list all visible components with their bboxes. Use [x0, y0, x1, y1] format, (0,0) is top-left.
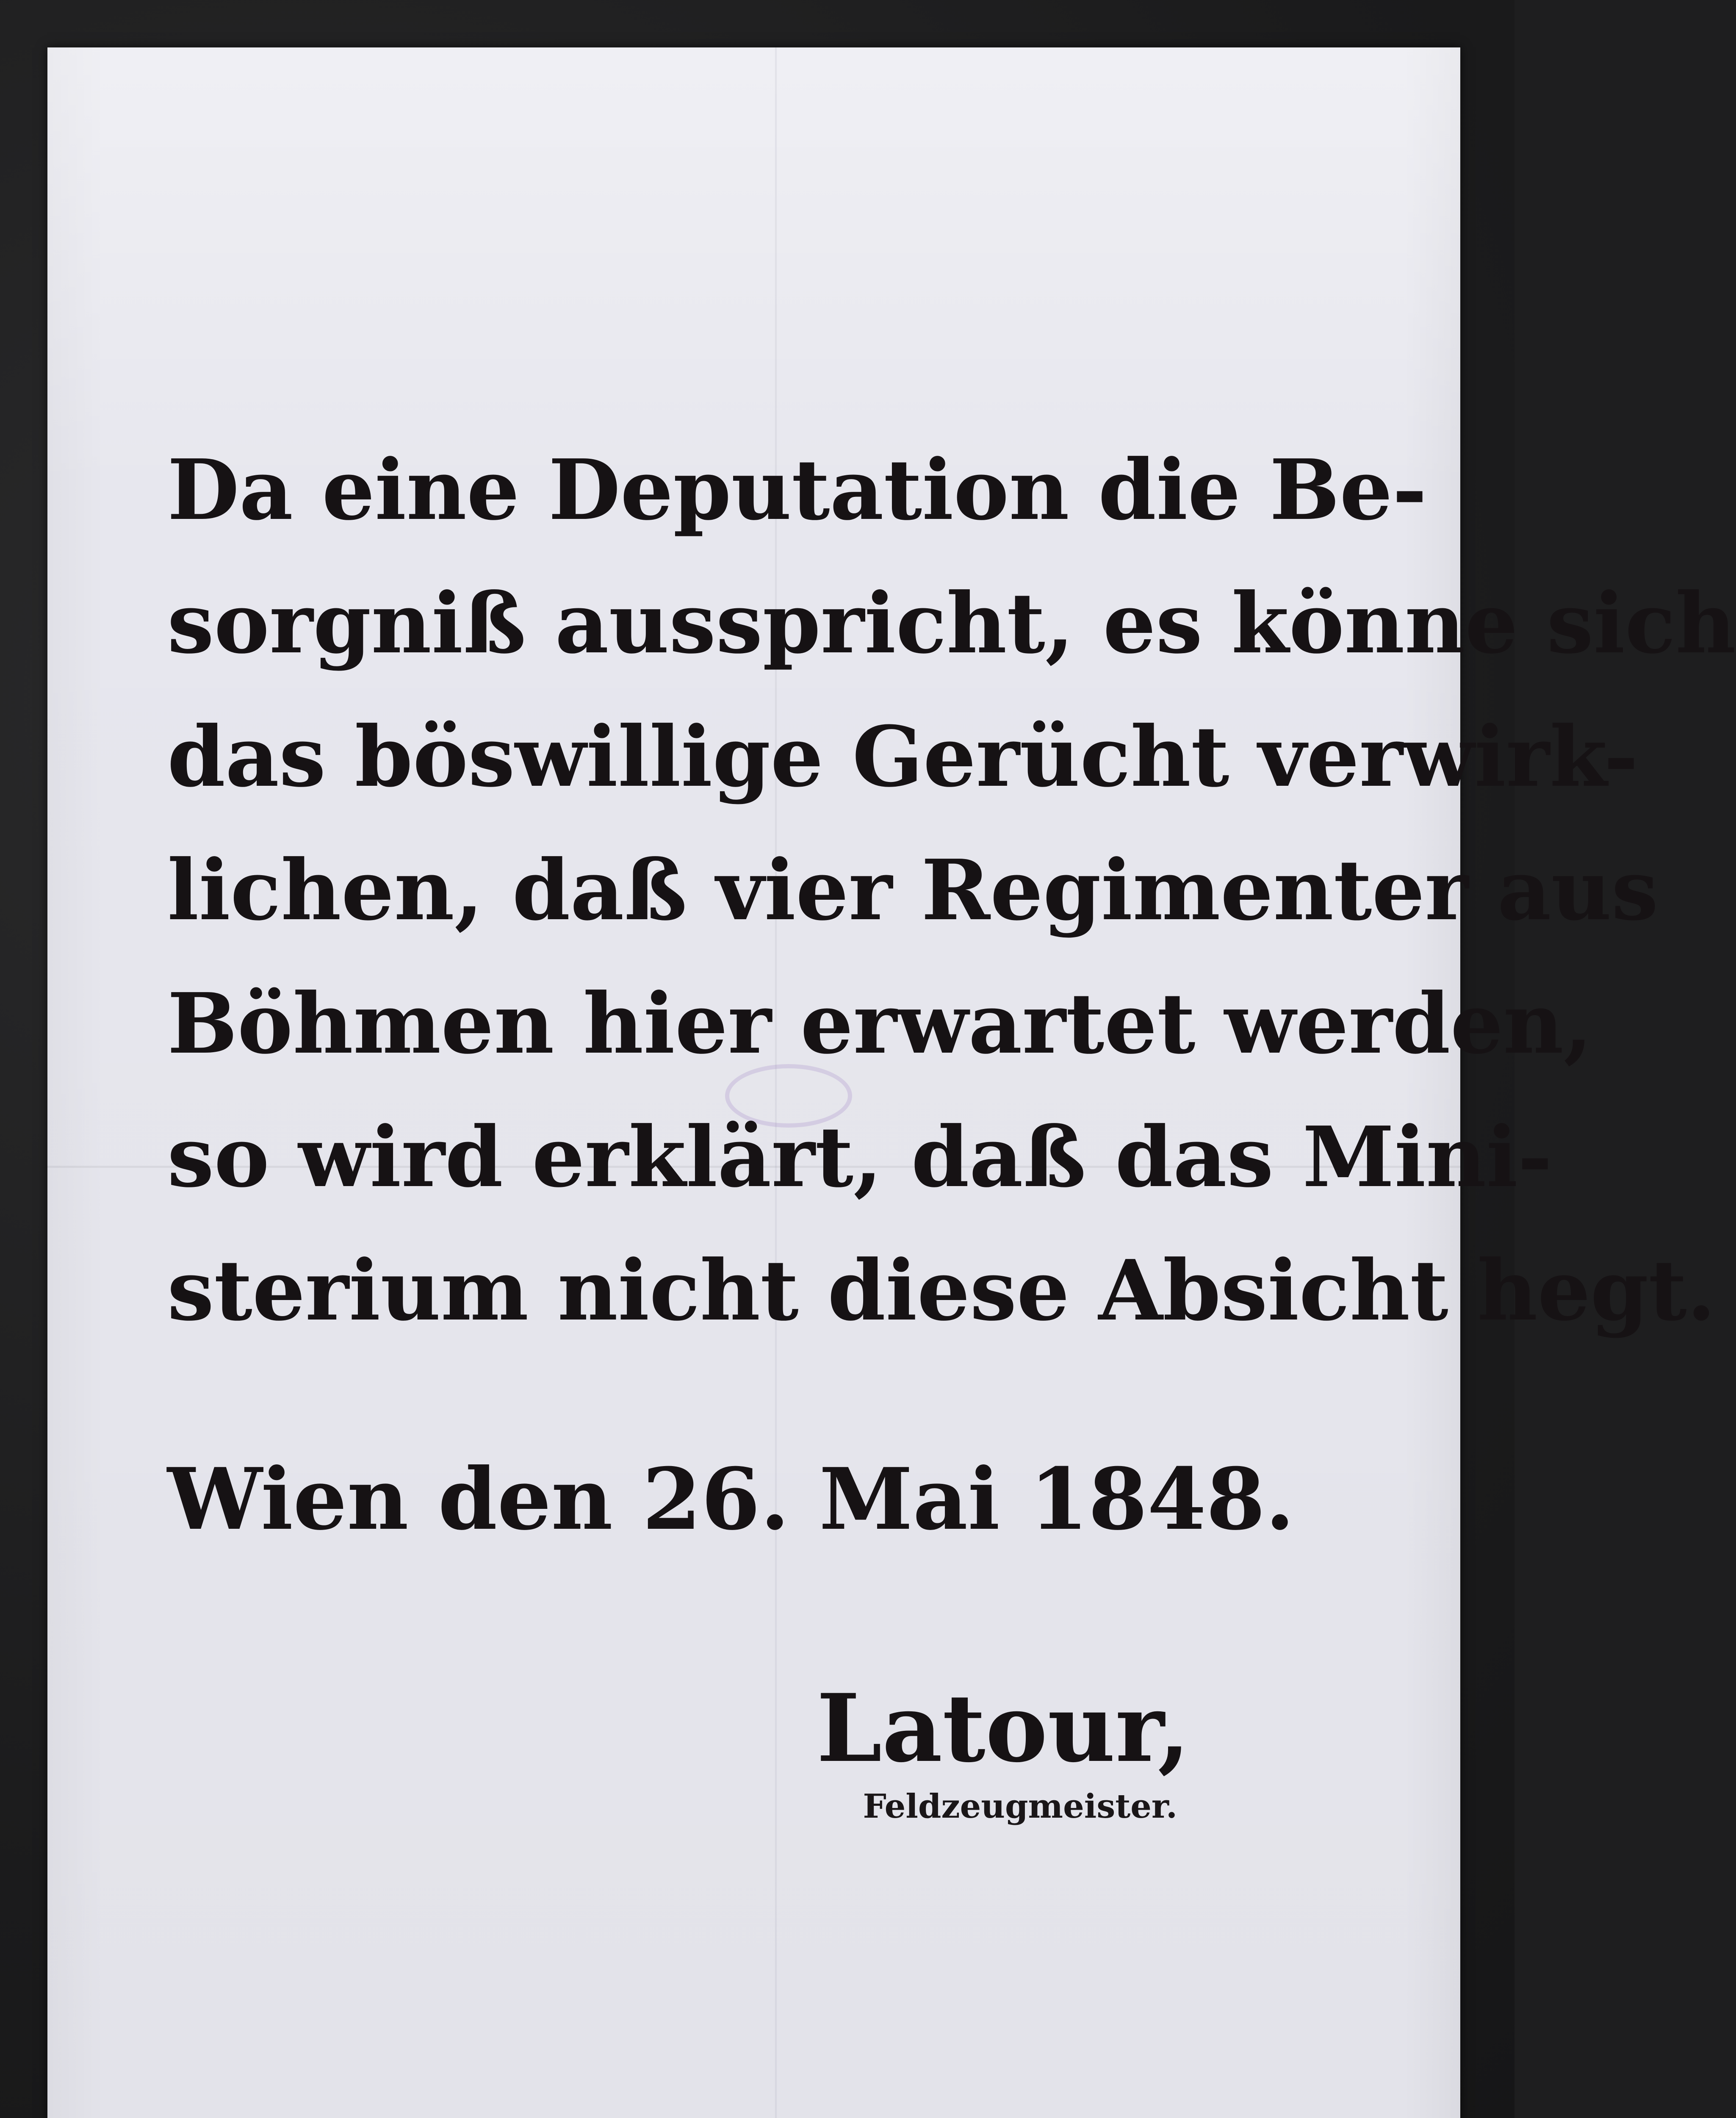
notice-line: lichen, daß vier Regimenter aus: [167, 842, 1658, 939]
notice-body: [167, 424, 1736, 1358]
notice-line: das böswillige Gerücht verwirk-: [167, 708, 1639, 806]
signature-name: Latour,: [816, 1673, 1190, 1783]
notice-line: Da eine Deputation die Be-: [167, 441, 1427, 539]
notice-date: Wien den 26. Mai 1848.: [167, 1450, 1295, 1549]
notice-line: sorgniß ausspricht, es könne sich: [167, 575, 1736, 672]
notice-line: Böhmen hier erwartet werden,: [167, 975, 1593, 1073]
signature-title: Feldzeugmeister.: [863, 1787, 1177, 1826]
notice-line: sterium nicht diese Absicht hegt.: [167, 1242, 1716, 1339]
notice-line: so wird erklärt, daß das Mini-: [167, 1109, 1553, 1206]
